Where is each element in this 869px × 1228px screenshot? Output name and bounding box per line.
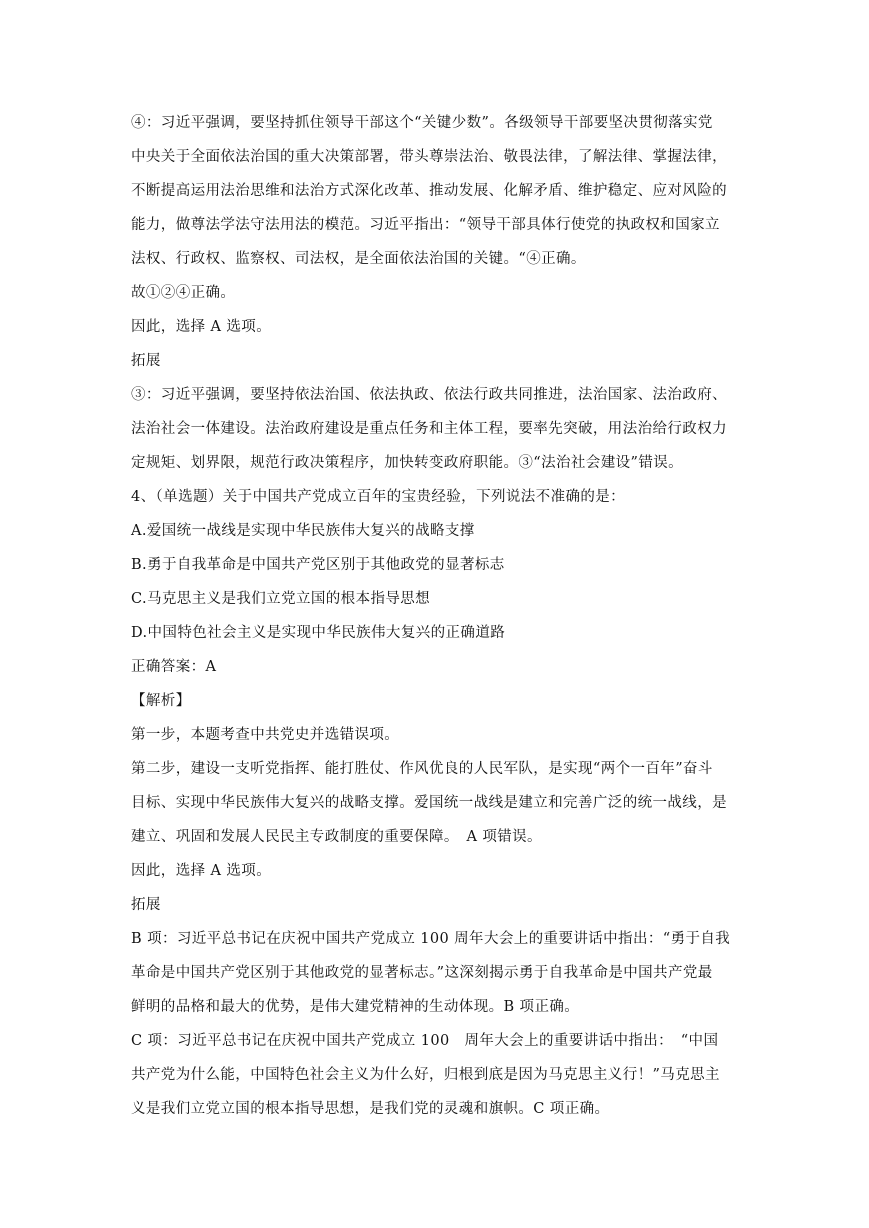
- text-line: B 项：习近平总书记在庆祝中国共产党成立 100 周年大会上的重要讲话中指出：“勇于自我: [131, 931, 731, 947]
- paragraph-point-3-explanation: [131, 378, 741, 480]
- text-line: 中央关于全面依法治国的重大决策部署，带头尊崇法治、敬畏法律，了解法律、掌握法律，: [131, 149, 727, 165]
- text-line: 义是我们立党立国的根本指导思想，是我们党的灵魂和旗帜。C 项正确。: [131, 1101, 610, 1117]
- text-line: C.马克思主义是我们立党立国的根本指导思想: [131, 591, 431, 607]
- text-line: B.勇于自我革命是中国共产党区别于其他政党的显著标志: [131, 557, 505, 573]
- text-line: 【解析】: [131, 693, 191, 709]
- text-line: 第一步，本题考查中共党史并选错误项。: [131, 727, 400, 743]
- paragraph-choose-a-1: [131, 310, 741, 344]
- text-line: 第二步，建设一支听党指挥、能打胜仗、作风优良的人民军队，是实现“两个一百年”奋斗: [131, 761, 713, 777]
- text-line: ③：习近平强调，要坚持依法治国、依法执政、依法行政共同推进，法治国家、法治政府、: [131, 387, 727, 403]
- text-line: 因此，选择 A 选项。: [131, 319, 272, 335]
- text-line: 法权、行政权、监察权、司法权，是全面依法治国的关键。“④正确。: [131, 251, 586, 267]
- text-line: 目标、实现中华民族伟大复兴的战略支撑。爱国统一战线是建立和完善广泛的统一战线，是: [131, 795, 727, 811]
- text-line: 因此，选择 A 选项。: [131, 863, 272, 879]
- text-line: ④：习近平强调，要坚持抓住领导干部这个“关键少数”。各级领导干部要坚决贯彻落实党: [131, 115, 713, 131]
- text-line: 不断提高运用法治思维和法治方式深化改革、推动发展、化解矛盾、维护稳定、应对风险的: [131, 183, 727, 199]
- paragraph-point-4-explanation: [131, 106, 741, 276]
- text-line: 共产党为什么能，中国特色社会主义为什么好，归根到底是因为马克思主义行！”马克思主: [131, 1067, 720, 1083]
- paragraph-correct-answer: [131, 650, 741, 684]
- paragraph-option-a: [131, 514, 741, 548]
- text-line: 建立、巩固和发展人民民主专政制度的重要保障。 A 项错误。: [131, 829, 542, 845]
- paragraph-extension-heading-1: [131, 344, 741, 378]
- text-line: 4、（单选题）关于中国共产党成立百年的宝贵经验，下列说法不准确的是：: [131, 489, 626, 505]
- text-line: 拓展: [131, 897, 161, 913]
- text-line: 革命是中国共产党区别于其他政党的显著标志。”这深刻揭示勇于自我革命是中国共产党最: [131, 965, 713, 981]
- paragraph-conclusion-124: [131, 276, 741, 310]
- paragraph-option-b: [131, 548, 741, 582]
- text-line: D.中国特色社会主义是实现中华民族伟大复兴的正确道路: [131, 625, 506, 641]
- paragraph-option-c: [131, 582, 741, 616]
- paragraph-option-c-explanation: [131, 1024, 741, 1126]
- paragraph-extension-heading-2: [131, 888, 741, 922]
- text-line: A.爱国统一战线是实现中华民族伟大复兴的战略支撑: [131, 523, 475, 539]
- text-line: 正确答案：A: [131, 659, 217, 675]
- text-line: C 项：习近平总书记在庆祝中国共产党成立 100 周年大会上的重要讲话中指出： “中国: [131, 1033, 719, 1049]
- paragraph-question-4-stem: [131, 480, 741, 514]
- text-line: 故①②④正确。: [131, 285, 236, 301]
- text-line: 能力，做尊法学法守法用法的模范。习近平指出：“领导干部具体行使党的执政权和国家立: [131, 217, 720, 233]
- text-line: 定规矩、划界限，规范行政决策程序，加快转变政府职能。③“法治社会建设”错误。: [131, 455, 684, 471]
- paragraph-analysis-heading: [131, 684, 741, 718]
- document-body: [131, 106, 741, 1126]
- text-line: 法治社会一体建设。法治政府建设是重点任务和主体工程，要率先突破，用法治给行政权力: [131, 421, 727, 437]
- paragraph-choose-a-2: [131, 854, 741, 888]
- text-line: 拓展: [131, 353, 161, 369]
- text-line: 鲜明的品格和最大的优势，是伟大建党精神的生动体现。B 项正确。: [131, 999, 580, 1015]
- paragraph-option-b-explanation: [131, 922, 741, 1024]
- paragraph-step-1: [131, 718, 741, 752]
- paragraph-option-d: [131, 616, 741, 650]
- paragraph-step-2: [131, 752, 741, 854]
